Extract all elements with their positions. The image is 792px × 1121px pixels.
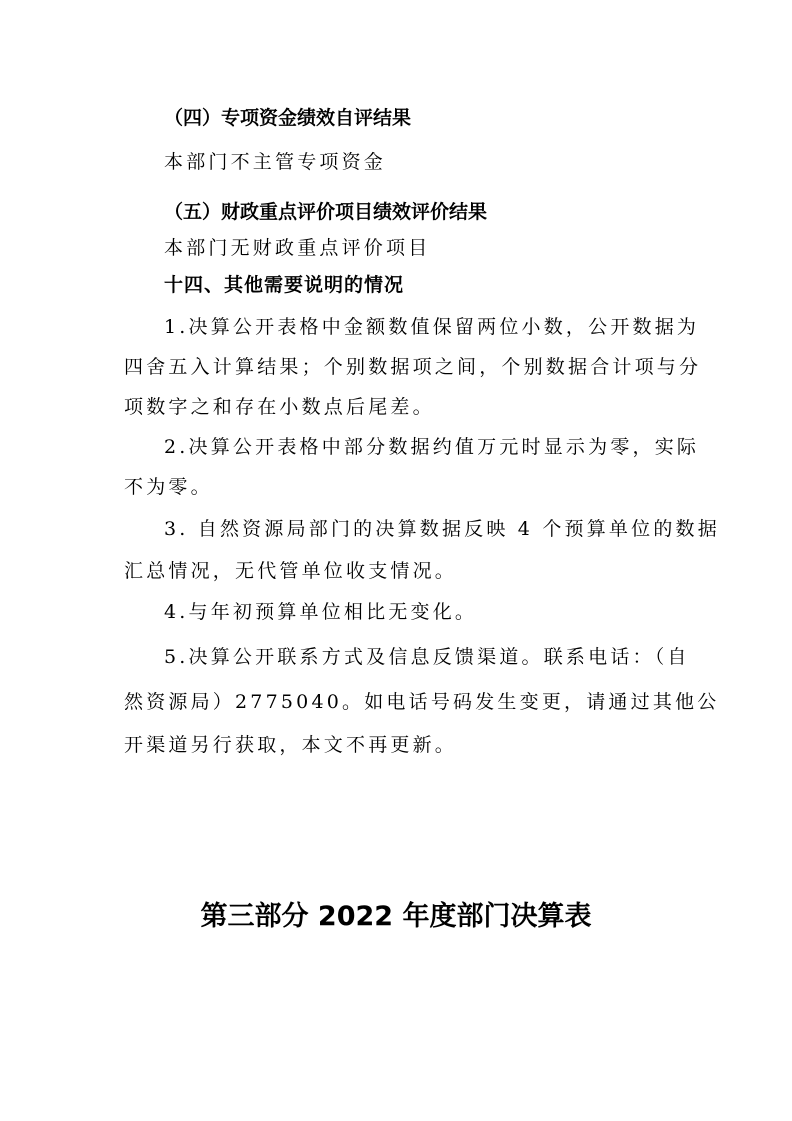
- item-2-line-2: 不为零。: [124, 476, 213, 498]
- item-1-line-2: 四舍五入计算结果；个别数据项之间，个别数据合计项与分: [124, 356, 702, 378]
- section-5-text: 本部门无财政重点评价项目: [164, 237, 431, 259]
- section-5-heading: （五）财政重点评价项目绩效评价结果: [164, 201, 488, 223]
- part-3-title: 第三部分 2022 年度部门决算表: [200, 901, 592, 932]
- item-5-line-2: 然资源局）2775040。如电话号码发生变更，请通过其他公: [124, 691, 720, 713]
- item-3-line-1: 3. 自然资源局部门的决算数据反映 4 个预算单位的数据: [164, 518, 720, 540]
- item-5-line-1: 5.决算公开联系方式及信息反馈渠道。联系电话：（自: [164, 646, 690, 668]
- section-4-heading: （四）专项资金绩效自评结果: [164, 107, 412, 129]
- item-5-line-3: 开渠道另行获取，本文不再更新。: [124, 734, 458, 756]
- item-1-line-3: 项数字之和存在小数点后尾差。: [124, 396, 435, 418]
- section-4-text: 本部门不主管专项资金: [164, 151, 387, 173]
- item-2-line-1: 2.决算公开表格中部分数据约值万元时显示为零，实际: [164, 436, 700, 458]
- item-1-line-1: 1.决算公开表格中金额数值保留两位小数，公开数据为: [164, 316, 700, 338]
- section-14-heading: 十四、其他需要说明的情况: [164, 274, 405, 296]
- item-3-line-2: 汇总情况，无代管单位收支情况。: [124, 560, 458, 582]
- item-4-line-1: 4.与年初预算单位相比无变化。: [164, 601, 478, 623]
